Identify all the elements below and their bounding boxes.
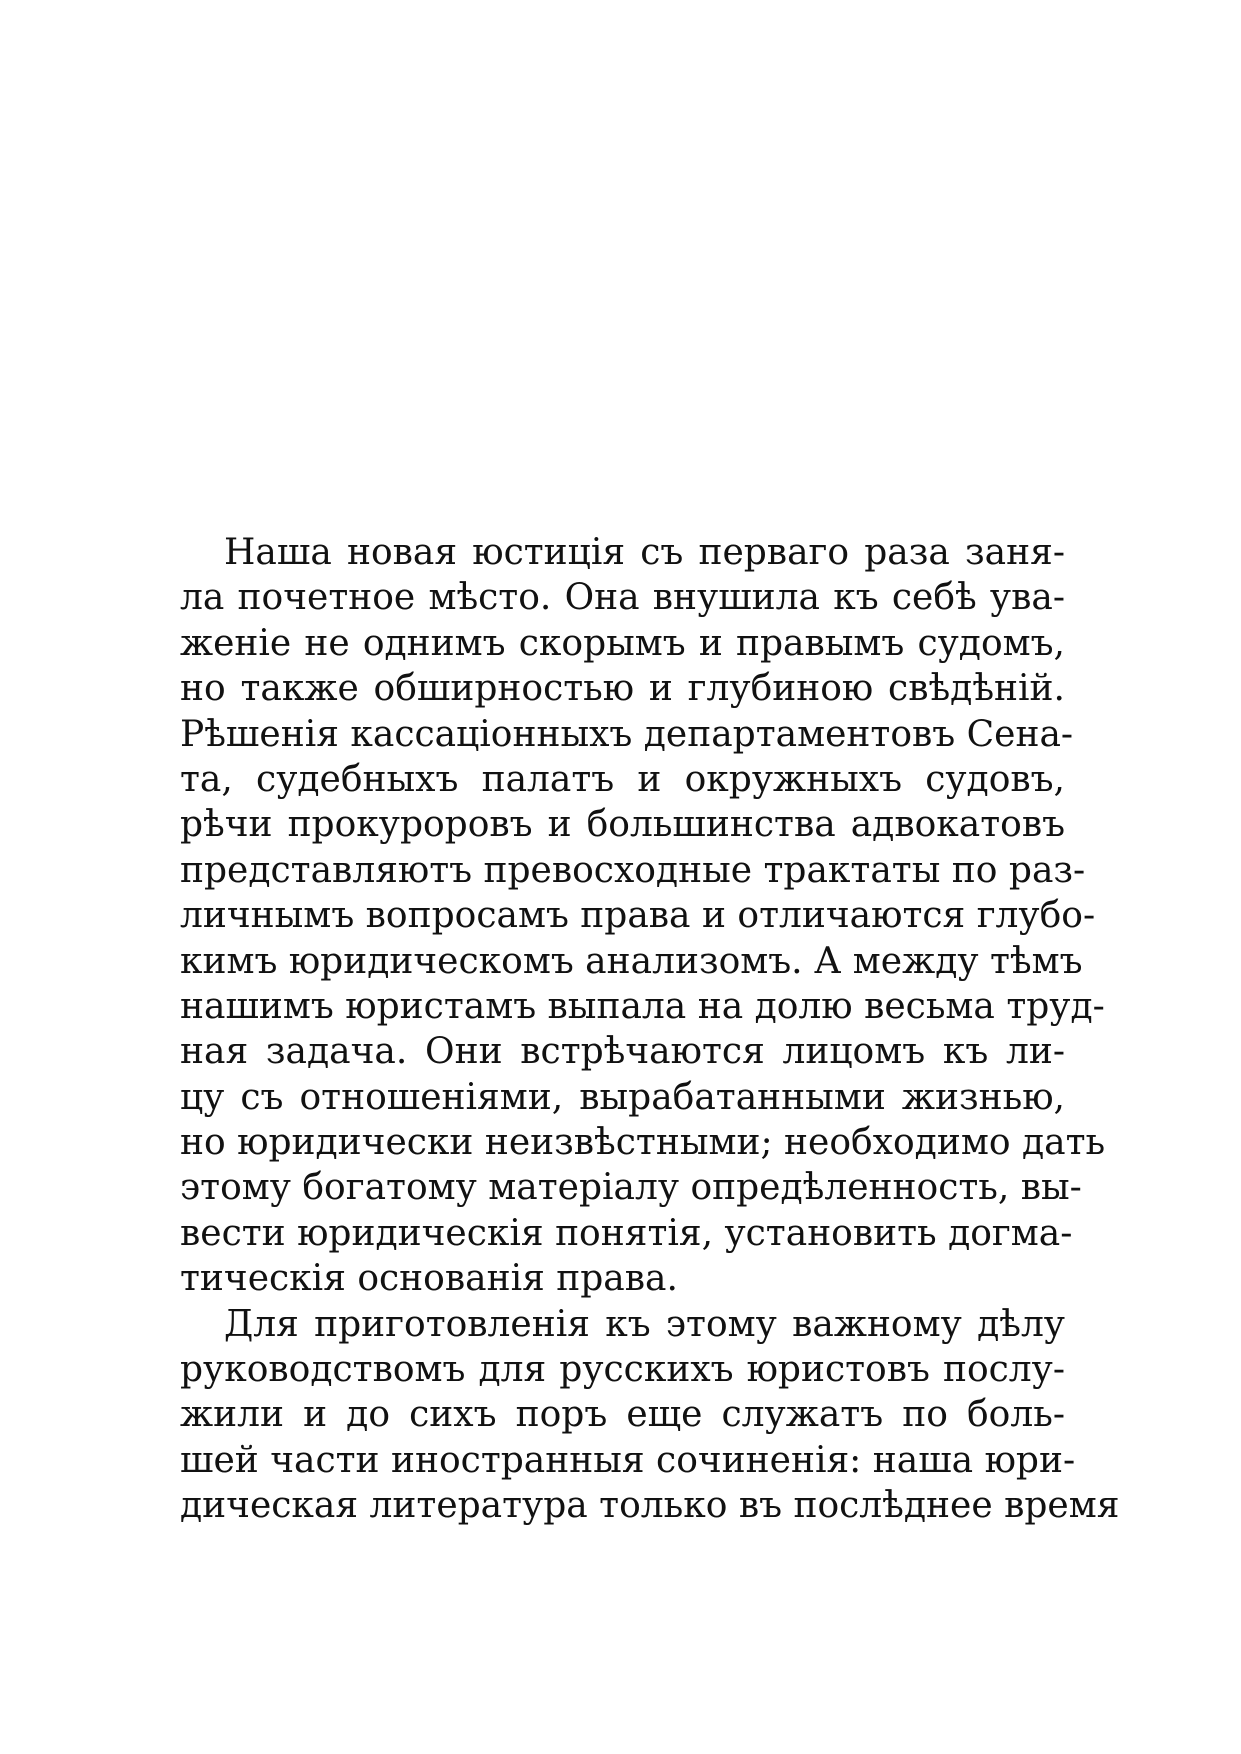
text-line: но юридически неизвѣстными; необходимо дать [180, 1122, 1106, 1164]
text-line: Для приготовленія къ этому важному дѣлу [224, 1303, 1065, 1345]
text-line: личнымъ вопросамъ права и отличаются глубо- [180, 895, 1096, 937]
text-line: жили и до сихъ поръ еще служатъ по боль- [180, 1394, 1065, 1436]
text-line: дическая литература только въ послѣднее время [180, 1485, 1120, 1527]
text-line: руководствомъ для русскихъ юристовъ послу- [180, 1349, 1065, 1391]
text-line: кимъ юридическомъ анализомъ. А между тѣмъ [180, 940, 1083, 982]
paragraph-1 [180, 530, 1106, 1302]
body-text [180, 530, 1120, 1529]
text-line: но также обширностью и глубиною свѣдѣній. [180, 668, 1065, 710]
text-line: Рѣшенія кассаціонныхъ департаментовъ Сена- [180, 713, 1074, 755]
text-line: рѣчи прокуроровъ и большинства адвокатовъ [180, 804, 1065, 846]
text-line: шей части иностранныя сочиненія: наша юри- [180, 1439, 1076, 1481]
text-line: вести юридическія понятія, установить догма- [180, 1212, 1073, 1254]
text-line: этому богатому матеріалу опредѣленность, вы- [180, 1167, 1082, 1209]
text-line: нашимъ юристамъ выпала на долю весьма труд- [180, 985, 1105, 1027]
text-line: женіе не однимъ скорымъ и правымъ судомъ, [180, 622, 1065, 664]
paragraph-2 [180, 1302, 1120, 1529]
text-line: ная задача. Они встрѣчаются лицомъ къ ли- [180, 1031, 1065, 1073]
text-line: представляютъ превосходные трактаты по раз- [180, 849, 1086, 891]
text-line: тическія основанія права. [180, 1258, 678, 1300]
text-line: та, судебныхъ палатъ и окружныхъ судовъ, [180, 758, 1065, 800]
text-line: цу съ отношеніями, вырабатанными жизнью, [180, 1076, 1065, 1118]
text-line: Наша новая юстиція съ перваго раза заня- [224, 532, 1065, 573]
text-line: ла почетное мѣсто. Она внушила къ себѣ ува- [180, 577, 1065, 619]
